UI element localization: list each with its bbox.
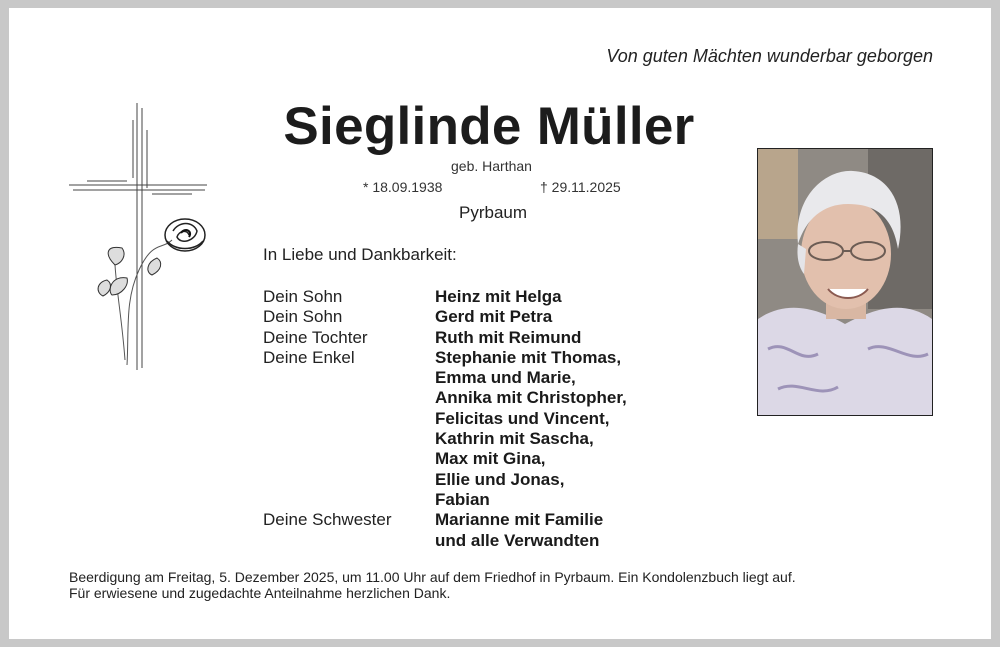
death-date: † 29.11.2025 (540, 179, 621, 195)
mourner-row (263, 449, 627, 469)
mourner-row (263, 429, 627, 449)
mourner-row (263, 409, 627, 429)
mourner-row (263, 510, 627, 530)
mourner-row (263, 388, 627, 408)
mourner-relation (263, 449, 435, 469)
motto: Von guten Mächten wunderbar geborgen (606, 46, 933, 66)
mourner-names: und alle Verwandten (435, 530, 600, 550)
mourner-row (263, 307, 627, 327)
mourner-row (263, 348, 627, 368)
mourner-relation: Dein Sohn (263, 287, 343, 306)
mourner-names: Kathrin mit Sascha, (435, 429, 594, 449)
mourner-row (263, 328, 627, 348)
mourner-relation (263, 531, 435, 551)
mourner-names: Annika mit Christopher, (435, 388, 627, 408)
birth-date: * 18.09.1938 (363, 179, 443, 195)
mourner-names: Ruth mit Reimund (435, 327, 582, 347)
mourner-row (263, 490, 627, 510)
mourner-names: Heinz mit Helga (435, 287, 562, 306)
mourner-relation: Deine Schwester (263, 510, 392, 530)
born-name: geb. Harthan (451, 158, 532, 174)
funeral-info (69, 569, 796, 601)
mourner-names: Emma und Marie, (435, 368, 576, 388)
mourner-names: Gerd mit Petra (435, 307, 553, 327)
thanks-line: Für erwiesene und zugedachte Anteilnahme herzlichen Dank. (69, 585, 451, 601)
mourner-names: Marianne mit Familie (435, 510, 604, 530)
mourner-relation (263, 388, 435, 408)
funeral-details: Beerdigung am Freitag, 5. Dezember 2025, um 11.00 Uhr auf dem Friedhof in Pyrbaum. Ein Kondolenzbuch liegt auf. (69, 569, 796, 585)
mourner-relation: Deine Enkel (263, 347, 355, 367)
mourner-row (263, 287, 627, 307)
mourners-list (263, 287, 627, 551)
mourner-names: Fabian (435, 489, 490, 509)
mourner-row (263, 531, 627, 551)
mourner-names: Felicitas und Vincent, (435, 408, 610, 428)
mourner-names: Stephanie mit Thomas, (435, 347, 622, 367)
mourner-names: Ellie und Jonas, (435, 469, 565, 489)
mourner-relation (263, 409, 435, 429)
portrait-photo (757, 148, 933, 416)
mourner-relation (263, 368, 435, 388)
mourner-relation: Deine Tochter (263, 327, 368, 347)
intro-line: In Liebe und Dankbarkeit: (263, 245, 457, 264)
deceased-name: Sieglinde Müller (283, 97, 695, 156)
place: Pyrbaum (459, 203, 528, 222)
mourner-relation (263, 429, 435, 449)
mourner-relation (263, 470, 435, 490)
mourner-relation: Dein Sohn (263, 307, 343, 327)
mourner-row (263, 470, 627, 490)
obituary-notice (9, 8, 991, 639)
mourner-row (263, 368, 627, 388)
mourner-relation (263, 490, 435, 510)
mourner-names: Max mit Gina, (435, 449, 546, 469)
